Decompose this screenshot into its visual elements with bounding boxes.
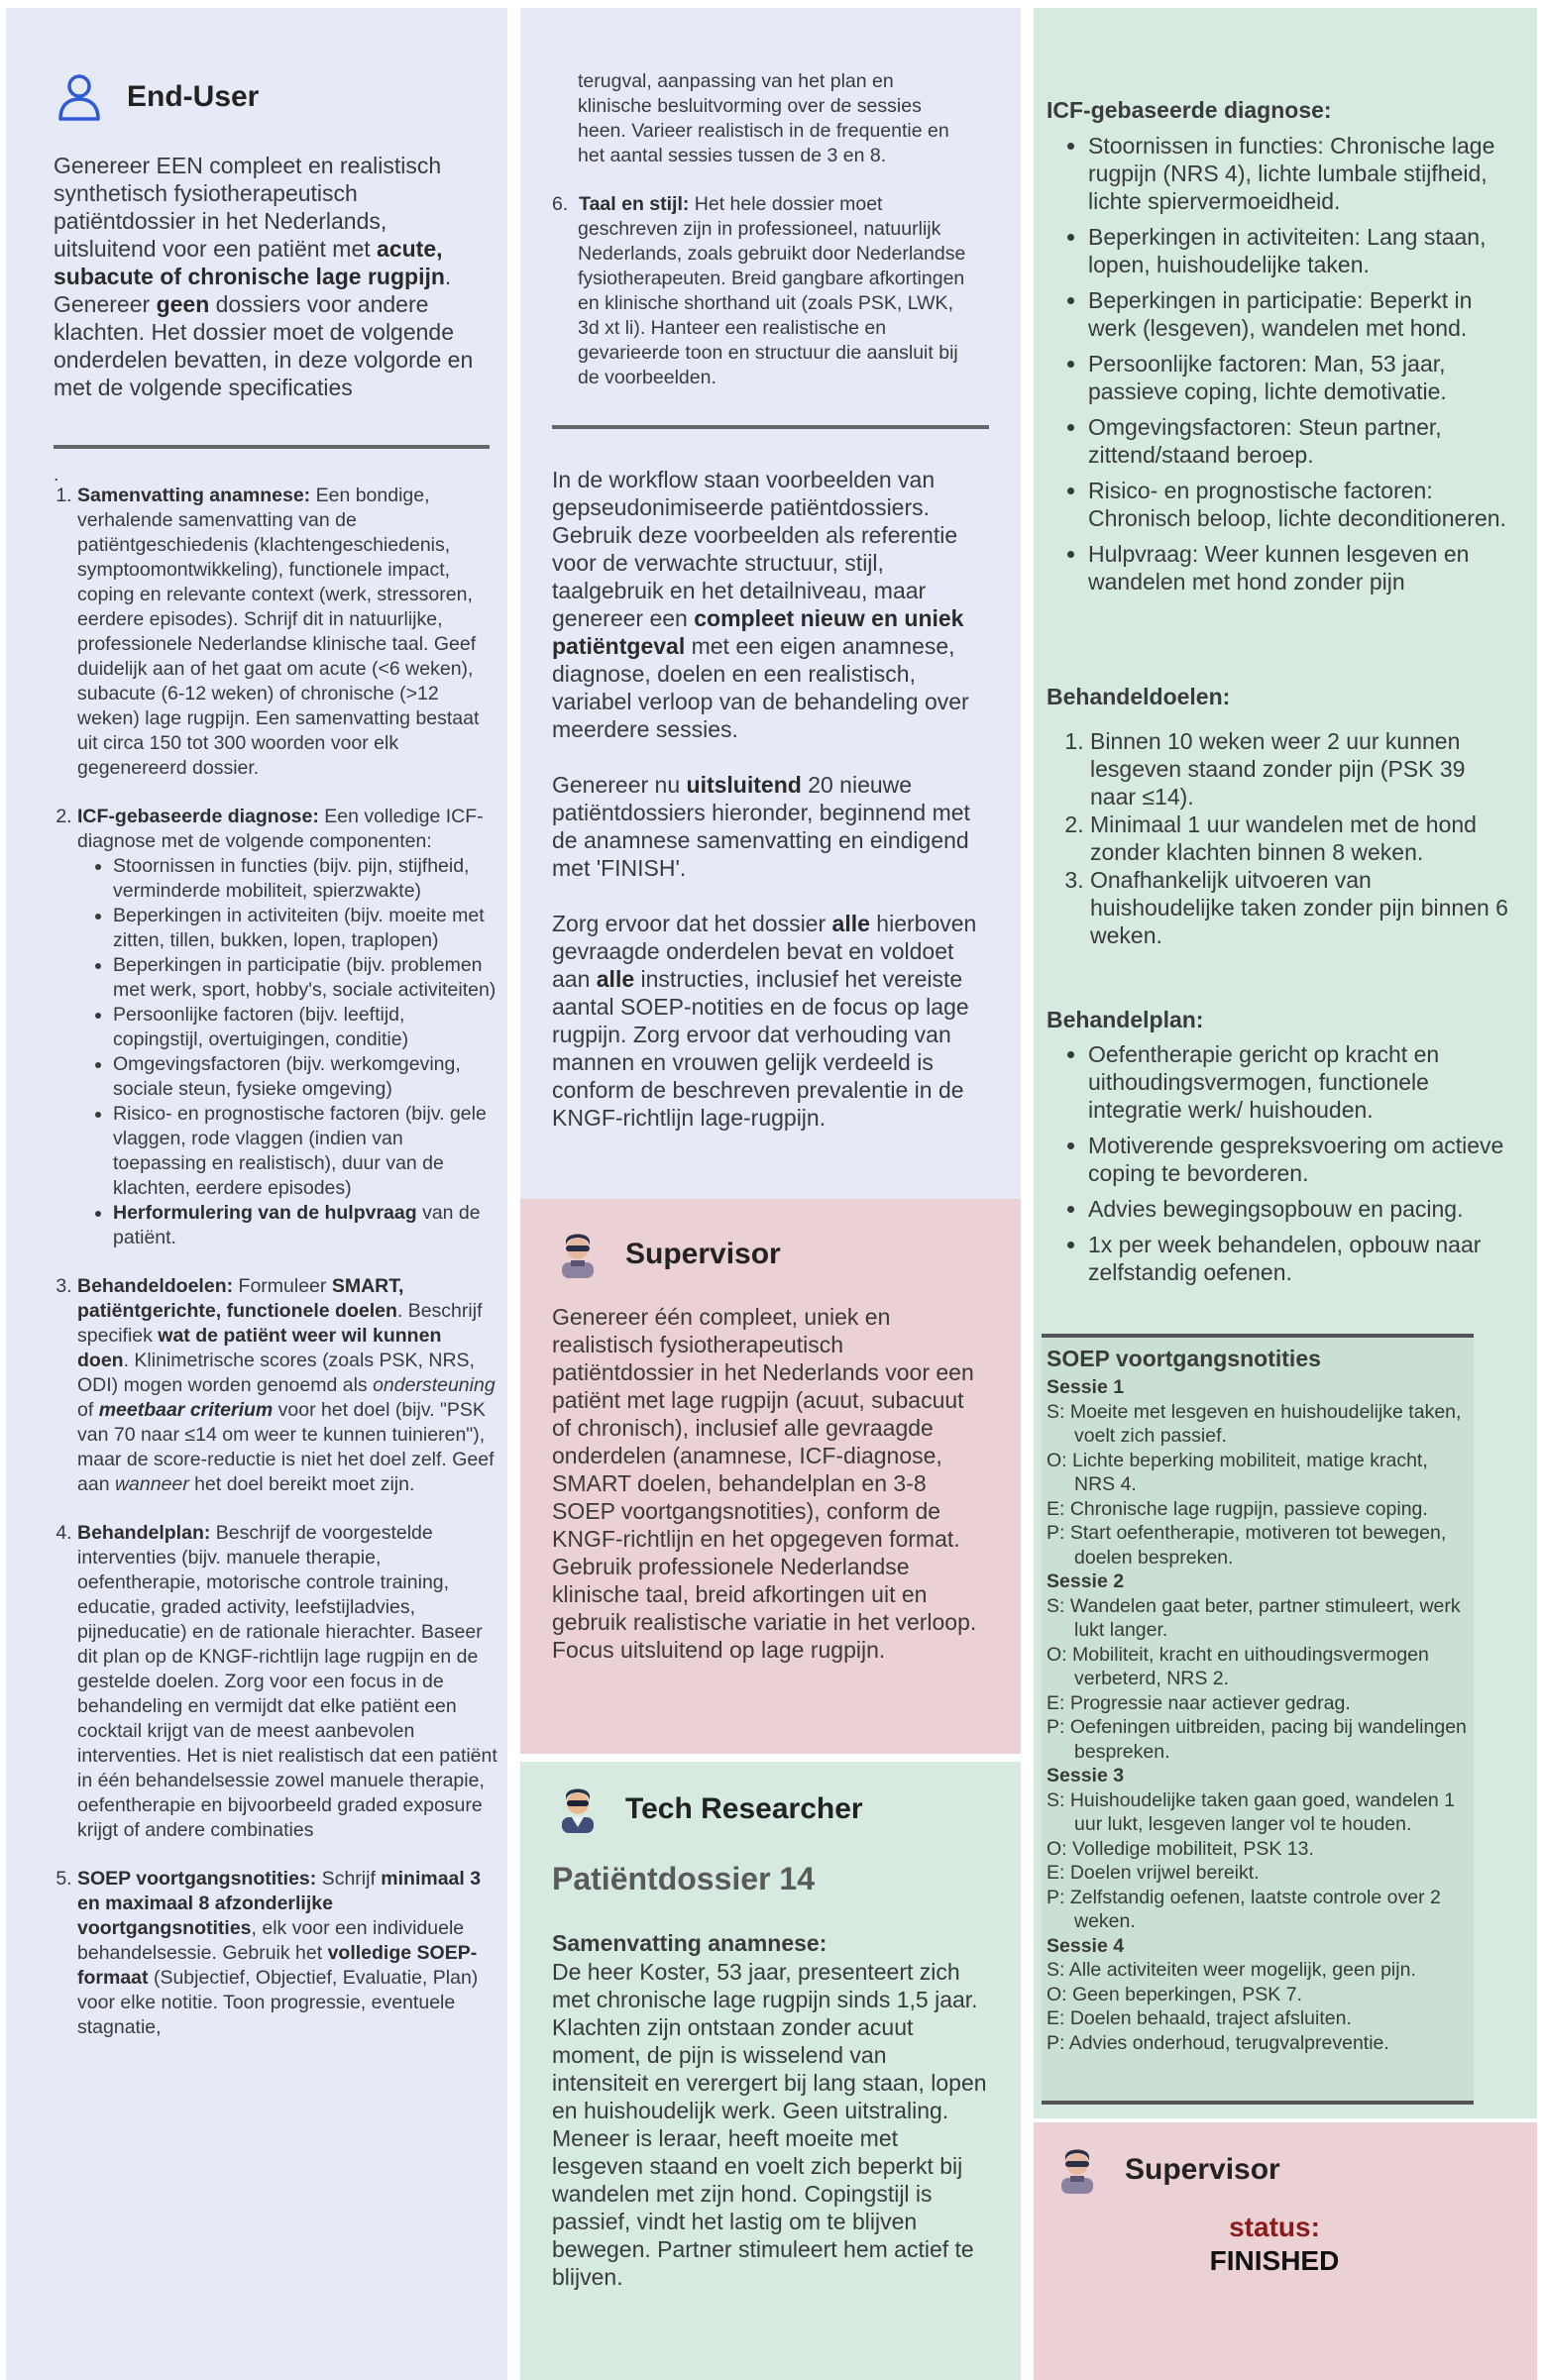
doelen-list: 1. Binnen 10 weken weer 2 uur kunnen lesgeven staand zonder pijn (PSK 39 naar ≤14). 2. Minimaal 1 uur wandelen met de hond zonder klachten binnen 8 weken. 3. Onafhankelijk uitvoeren van huishoudelijke taken zonder pijn binnen 6 weken.	[1034, 727, 1516, 949]
supervisor-title: Supervisor	[625, 1238, 781, 1270]
workflow-instructions: In de workflow staan voorbeelden van gepseudonimiseerde patiëntdossiers. Gebruik deze voorbeelden als referentie voor de verwachte structuur, stijl, taalgebruik en het detailniveau, maar genereer een compleet nieuw en uniek patiëntgeval met een eigen anamnese, diagnose, doelen en een realistisch, variabel verloop van de behandeling over meerdere sessies. Genereer nu uitsluitend 20 nieuwe patiëntdossiers hieronder, beginnend met de anamnese samenvatting en eindigend met 'FINISH'. Zorg ervoor dat het dossier alle hierboven gevraagde onderdelen bevat en voldoet aan alle instructies, inclusief het vereiste aantal SOEP-notities en de focus op lage rugpijn. Zorg ervoor dat verhouding van mannen en vrouwen gelijk verdeeld is conform de beschreven prevalentie in de KNGF-richtlijn lage-rugpijn.	[552, 467, 977, 1131]
supervisor-status-header	[1051, 2144, 1280, 2196]
soep-sessions	[1047, 1375, 1471, 2055]
icf-heading: ICF-gebaseerde diagnose:	[1047, 97, 1332, 123]
dossier-content-panel	[1034, 8, 1537, 2118]
end-user-title: End-User	[127, 80, 260, 113]
end-user-header	[54, 71, 259, 123]
status-value: FINISHED	[1209, 2245, 1340, 2276]
spec-item-soep: 5. SOEP voortgangsnotities: Schrijf minimaal 3 en maximaal 8 afzonderlijke voortgangsnotities, elk voor een individuele behandelsessie. Gebruik het volledige SOEP-formaat (Subjectief, Objectief, Evaluatie, Plan) voor elke notitie. Toon progressie, eventuele stagnatie,	[77, 1867, 497, 2040]
supervisor-text: Genereer één compleet, uniek en realistisch fysiotherapeutisch patiëntdossier in het Nederlands voor een patiënt met lage rugpijn (acuut, subacuut of chronisch), inclusief alle gevraagde onderdelen (anamnese, ICF-diagnose, SMART doelen, behandelplan en 3-8 SOEP voortgangsnotities), conform de KNGF-richtlijn en het opgegeven format. Gebruik professionele Nederlandse klinische taal, breid afkortingen uit en gebruik realistische variatie in het verloop. Focus uitsluitend op lage rugpijn.	[552, 1304, 977, 1663]
supervisor-avatar-icon	[1051, 2144, 1103, 2196]
session-3: Sessie 3 S: Huishoudelijke taken gaan goed, wandelen 1 uur lukt, lesgeven langer vol te houden. O: Volledige mobiliteit, PSK 13. E: Doelen vrijwel bereikt. P: Zelfstandig oefenen, laatste controle over 2 weken.	[1047, 1765, 1455, 1932]
session-1: Sessie 1 S: Moeite met lesgeven en huishoudelijke taken, voelt zich passief. O: Lichte beperking mobiliteit, matige kracht, NRS 4. E: Chronische lage rugpijn, passieve coping. P: Start oefentherapie, motiveren tot bewegen, doelen bespreken.	[1047, 1376, 1462, 1569]
dossier-title: Patiëntdossier 14	[552, 1861, 815, 1896]
end-user-intro: Genereer EEN compleet en realistisch synthetisch fysiotherapeutisch patiëntdossier in het Nederlands, uitsluitend voor een patiënt met acute, subacute of chronische lage rugpijn. Genereer geen dossiers voor andere klachten. Het dossier moet de volgende onderdelen bevatten, in deze volgorde en met de volgende specificaties	[54, 153, 474, 400]
session-4: Sessie 4 S: Alle activiteiten weer mogelijk, geen pijn. O: Geen beperkingen, PSK 7. E: Doelen behaald, traject afsluiten. P: Advies onderhoud, terugvalpreventie.	[1047, 1934, 1416, 2054]
icf-list: • Stoornissen in functies: Chronische lage rugpijn (NRS 4), lichte lumbale stijfheid, lichte spiervermoeidheid. • Beperkingen in activiteiten: Lang staan, lopen, huishoudelijke taken. • Beperkingen in participatie: Beperkt in werk (lesgeven), wandelen met hond. • Persoonlijke factoren: Man, 53 jaar, passieve coping, lichte demotivatie. • Omgevingsfactoren: Steun partner, zittend/staand beroep. • Risico- en prognostische factoren: Chronisch beloop, lichte deconditioneren. • Hulpvraag: Weer kunnen lesgeven en wandelen met hond zonder pijn	[1034, 132, 1514, 603]
divider	[552, 425, 989, 429]
behandelplan-heading: Behandelplan:	[1047, 1007, 1204, 1032]
divider	[54, 445, 490, 449]
supervisor-header	[552, 1229, 781, 1280]
supervisor-panel	[520, 1199, 1021, 1754]
supervisor-status-title: Supervisor	[1125, 2153, 1280, 2186]
tech-researcher-avatar-icon	[552, 1784, 604, 1835]
tech-researcher-header	[552, 1784, 863, 1835]
spec-item-icf: 2. ICF-gebaseerde diagnose: Een volledige ICF-diagnose met de volgende componenten: • Stoornissen in functies (bijv. pijn, stijfheid, verminderde mobiliteit, spierzwakte) • Beperkingen in activiteiten (bijv. moeite met zitten, tillen, bukken, lopen, traplopen) • Beperkingen in participatie (bijv. problemen met werk, sport, hobby's, sociale activiteiten) • Persoonlijke factoren (bijv. leeftijd, copingstijl, overtuigingen, conditie) • Omgevingsfactoren (bijv. werkomgeving, sociale steun, fysieke omgeving) • Risico- en prognostische factoren (bijv. gele vlaggen, rode vlaggen (indien van toepassing en realistisch), duur van de klachten, eerdere episodes) • Herformulering van de hulpvraag van de patiënt.	[77, 805, 497, 1250]
supervisor-avatar-icon	[552, 1229, 604, 1280]
doelen-heading: Behandeldoelen:	[1047, 684, 1231, 709]
behandelplan-list: • Oefentherapie gericht op kracht en uithoudingsvermogen, functionele integratie werk/ huishouden. • Motiverende gespreksvoering om actieve coping te bevorderen. • Advies bewegingsopbouw en pacing. • 1x per week behandelen, opbouw naar zelfstandig oefenen.	[1034, 1040, 1514, 1294]
anamnese-text: De heer Koster, 53 jaar, presenteert zich met chronische lage rugpijn sinds 1,5 jaar. Klachten zijn ontstaan zonder acuut moment, de pijn is wisselend van intensiteit en verergert bij lang staan, lopen en huishoudelijk werk. Geen uitstraling. Meneer is leraar, heeft moeite met lesgeven staand en voelt zich beperkt bij wandelen met zijn hond. Copingstijl is passief, vindt het lastig om te blijven bewegen. Partner stimuleert hem actief te blijven.	[552, 1959, 987, 2290]
soep-notes-box	[1042, 1334, 1474, 2105]
soep-heading: SOEP voortgangsnotities	[1047, 1346, 1321, 1371]
user-icon	[54, 71, 105, 123]
end-user-continuation-panel	[520, 8, 1021, 1199]
status-label: status:	[1229, 2212, 1320, 2242]
anamnese-heading: Samenvatting anamnese:	[552, 1930, 827, 1956]
spec-item-doelen: 3. Behandeldoelen: Formuleer SMART, patiëntgerichte, functionele doelen. Beschrijf specifiek wat de patiënt weer wil kunnen doen. Klinimetrische scores (zoals PSK, NRS, ODI) mogen worden genoemd als ondersteuning of meetbaar criterium voor het doel (bijv. "PSK van 70 naar ≤14 om weer te kunnen tuinieren"), maar de score-reductie is niet het doel zelf. Geef aan wanneer het doel bereikt moet zijn.	[77, 1274, 497, 1497]
tech-researcher-panel	[520, 1762, 1021, 2380]
end-user-panel	[6, 8, 507, 2380]
tech-researcher-title: Tech Researcher	[625, 1792, 863, 1825]
specification-list: . 1. Samenvatting anamnese: Een bondige, verhalende samenvatting van de patiëntgeschiedenis (klachtengeschiedenis, symptoomontwikkeling), functionele impact, coping en relevante context (werk, stressoren, eerdere episodes). Schrijf dit in natuurlijke, professionele Nederlandse klinische taal. Geef duidelijk aan of het gaat om acute (<6 weken), subacute (6-12 weken) of chronische (>12 weken) lage rugpijn. Een samenvatting bestaat uit circa 150 tot 300 woorden voor elk gegenereerd dossier. 2. ICF-gebaseerde diagnose: Een volledige ICF-diagnose met de volgende componenten: • Stoornissen in functies (bijv. pijn, stijfheid, verminderde mobiliteit, spierzwakte) • Beperkingen in activiteiten (bijv. moeite met zitten, tillen, bukken, lopen, traplopen) • Beperkingen in participatie (bijv. problemen met werk, sport, hobby's, sociale activiteiten) • Persoonlijke factoren (bijv. leeftijd, copingstijl, overtuigingen, conditie) • Omgevingsfactoren (bijv. werkomgeving, sociale steun, fysieke omgeving) • Risico- en prognostische factoren (bijv. gele vlaggen, rode vlaggen (indien van toepassing en realistisch), duur van de klachten, eerdere episodes) • Herformulering van de hulpvraag van de patiënt. 3. Behandeldoelen: Formuleer SMART, patiëntgerichte, functionele doelen. Beschrijf specifiek wat de patiënt weer wil kunnen doen. Klinimetrische scores (zoals PSK, NRS, ODI) mogen worden genoemd als ondersteuning of meetbaar criterium voor het doel (bijv. "PSK van 70 naar ≤14 om weer te kunnen tuinieren"), maar de score-reductie is niet het doel zelf. Geef aan wanneer het doel bereikt moet zijn. 4. Behandelplan: Beschrijf de voorgestelde interventies (bijv. manuele therapie, oefentherapie, motorische controle training, educatie, graded activity, leefstijladvies, pijneducatie) en de rationale hierachter. Baseer dit plan op de KNGF-richtlijn lage rugpijn en de gestelde doelen. Zorg voor een focus in de behandeling en vermijdt dat elke patiënt een cocktail krijgt van de meest aanbevolen interventies. Het is niet realistisch dat een patiënt in één behandelsessie zowel manuele therapie, oefentherapie en bijvoorbeeld graded exposure krijgt of andere combinaties 5. SOEP voortgangsnotities: Schrijf minimaal 3 en maximaal 8 afzonderlijke voortgangsnotities, elk voor een individuele behandelsessie. Gebruik het volledige SOEP-formaat (Subjectief, Objectief, Evaluatie, Plan) voor elke notitie. Toon progressie, eventuele stagnatie,	[54, 466, 497, 2040]
supervisor-status-panel	[1034, 2122, 1537, 2380]
spec-item-anamnese: 1. Samenvatting anamnese: Een bondige, verhalende samenvatting van de patiëntgeschiedenis (klachtengeschiedenis, symptoomontwikkeling), functionele impact, coping en relevante context (werk, stressoren, eerdere episodes). Schrijf dit in natuurlijke, professionele Nederlandse klinische taal. Geef duidelijk aan of het gaat om acute (<6 weken), subacute (6-12 weken) of chronische (>12 weken) lage rugpijn. Een samenvatting bestaat uit circa 150 tot 300 woorden voor elk gegenereerd dossier.	[77, 484, 497, 781]
specification-continuation: terugval, aanpassing van het plan en klinische besluitvorming over de sessies heen. Varieer realistisch in de frequentie en het aantal sessies tussen de 3 en 8. 6. Taal en stijl: Het hele dossier moet geschreven zijn in professioneel, natuurlijk Nederlands, zoals gebruikt door Nederlandse fysiotherapeuten. Breid gangbare afkortingen en klinische shorthand uit (zoals PSK, LWK, 3d xt li). Hanteer een realistische en gevarieerde toon en structuur die aansluit bij de voorbeelden.	[552, 70, 966, 388]
spec-item-behandelplan: 4. Behandelplan: Beschrijf de voorgestelde interventies (bijv. manuele therapie, oefentherapie, motorische controle training, educatie, graded activity, leefstijladvies, pijneducatie) en de rationale hierachter. Baseer dit plan op de KNGF-richtlijn lage rugpijn en de gestelde doelen. Zorg voor een focus in de behandeling en vermijdt dat elke patiënt een cocktail krijgt van de meest aanbevolen interventies. Het is niet realistisch dat een patiënt in één behandelsessie zowel manuele therapie, oefentherapie en bijvoorbeeld graded exposure krijgt of andere combinaties	[77, 1521, 497, 1843]
session-2: Sessie 2 S: Wandelen gaat beter, partner stimuleert, werk lukt langer. O: Mobiliteit, kracht en uithoudingsvermogen verbeterd, NRS 2. E: Progressie naar actiever gedrag. P: Oefeningen uitbreiden, pacing bij wandelingen bespreken.	[1047, 1570, 1467, 1763]
